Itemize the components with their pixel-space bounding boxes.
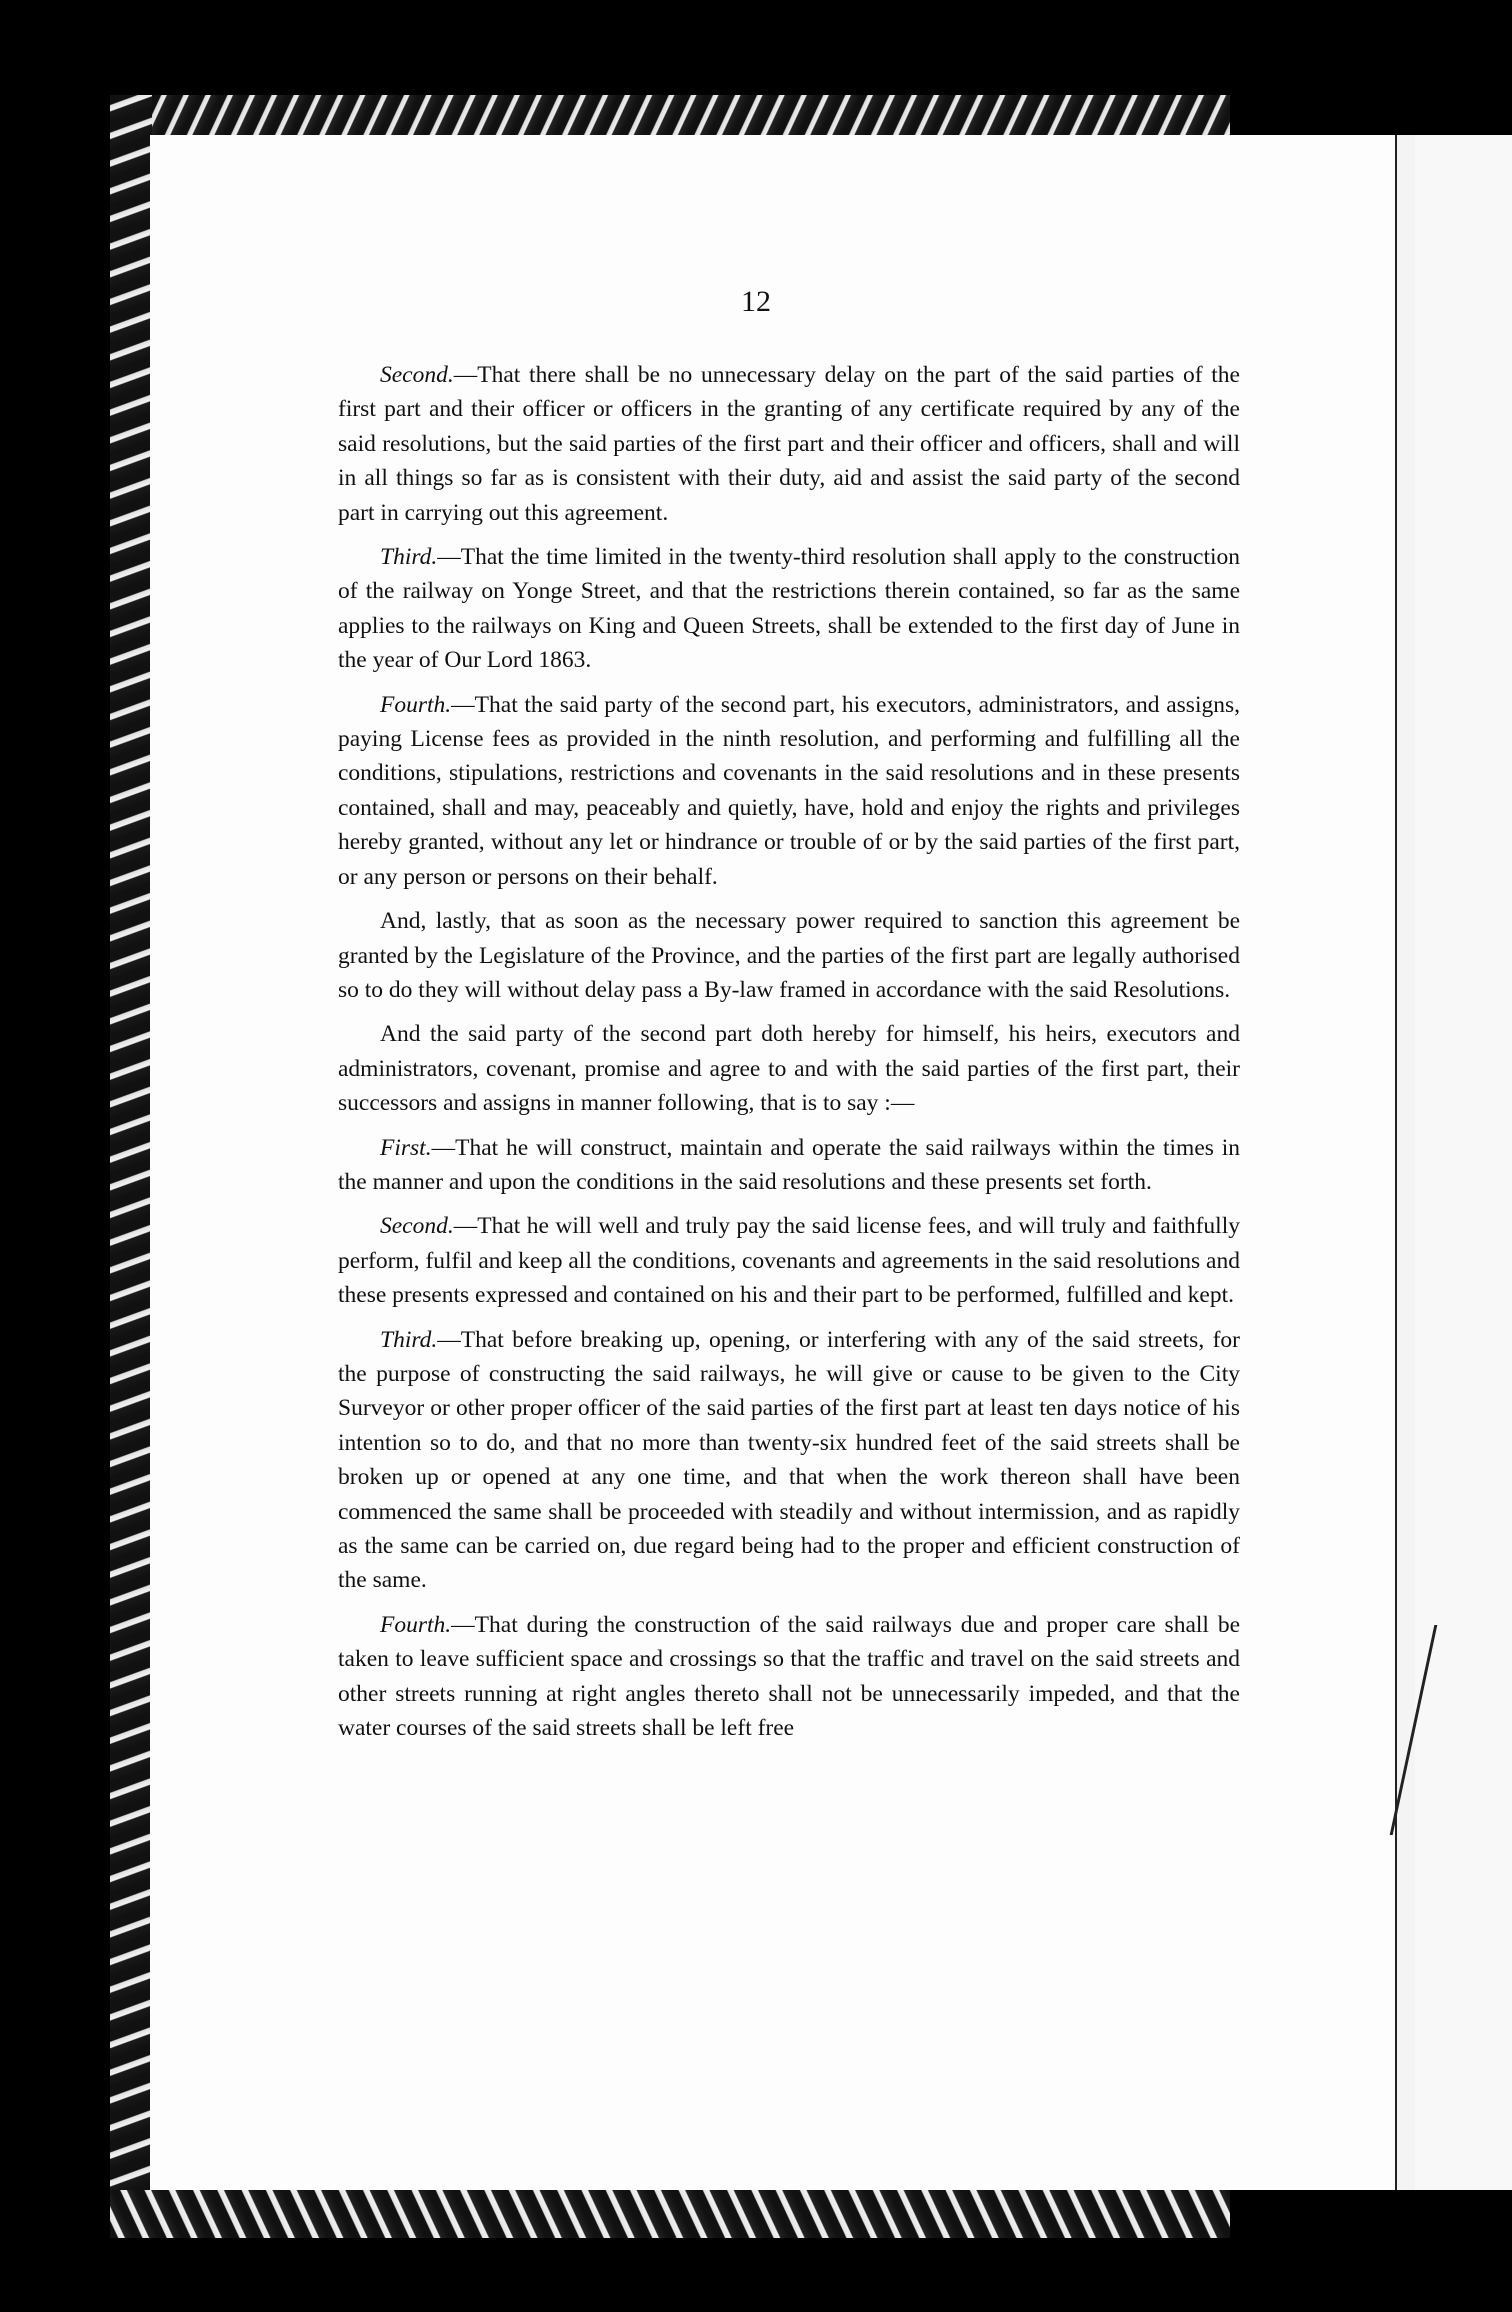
paragraph [338,1131,1240,1200]
paragraph-text: —That he will construct, maintain and operate the said railways within the times in the manner and upon the conditions in the said resolutions and these presents set forth. [338,1134,1240,1195]
clause-lead: Fourth. [380,691,452,718]
paragraph [338,1323,1240,1598]
paragraph-text: —That there shall be no unnecessary delay on the part of the said parties of the first part and their officer or officers in the granting of any certificate required by any of the said resolutions, but the said parties of the first part and their officer and officers, shall and will in all things so far as is consistent with their duty, aid and assist the said party of the second part in carrying out this agreement. [338,362,1240,526]
clause-lead: Second. [380,362,454,388]
paragraph-text: —That he will well and truly pay the said license fees, and will truly and faithfully perform, fulfil and keep all the conditions, covenants and agreements in the said resolutions and these presents expressed and contained on his and their part to be performed, fulfilled and kept. [338,1213,1240,1309]
facing-page-edge [1415,135,1512,2190]
paragraph [338,1608,1240,1746]
paragraph [338,358,1240,530]
paragraph-text: —That the said party of the second part, his executors, administrators, and assigns, paying License fees as provided in the ninth resolution, and performing and fulfilling all the conditions, stipulations, restrictions and covenants in the said resolutions and in these presents contained, shall and may, peaceably and quietly, have, hold and enjoy the rights and privileges hereby granted, without any let or hindrance or trouble of or by the said parties of the first part, or any person or persons on their behalf. [338,691,1240,890]
paragraph [338,904,1240,1007]
clause-lead: Third. [380,544,438,571]
clause-lead: Fourth. [380,1611,452,1638]
clause-lead: Second. [380,1213,454,1240]
paragraph-text: —That the time limited in the twenty-third resolution shall apply to the construction of the railway on Yonge Street, and that the restrictions therein contained, so far as the same applies to the railways on King and Queen Streets, shall be extended to the first day of June in the year of Our Lord 1863. [338,544,1240,674]
paragraph-text: —That before breaking up, opening, or interfering with any of the said streets, for the purpose of constructing the said railways, he will give or cause to be given to the City Surveyor or other proper officer of the said parties of the first part at least ten days notice of his intention so to do, and that no more than twenty-six hundred feet of the said streets shall be broken up or opened at any one time, and that when the work thereon shall have been commenced the same shall be proceeded with steadily and without intermission, and as rapidly as the same can be carried on, due regard being had to the proper and efficient construction of the same. [338,1326,1240,1594]
body-text [338,358,1240,1755]
paragraph-text: And, lastly, that as soon as the necessary power required to sanction this agreement be granted by the Legislature of the Province, and the parties of the first part are legally authorised so to do they will without delay pass a By-law framed in accordance with the said Resolutions. [338,908,1240,1003]
paragraph-text: And the said party of the second part doth hereby for himself, his heirs, executors and administrators, covenant, promise and agree to and with the said parties of the first part, their successors and assigns in manner following, that is to say :— [338,1021,1240,1117]
page-number: 12 [741,285,771,318]
marbled-border-top [110,95,1230,137]
page-edge [1395,135,1417,2190]
marbled-border-left [110,95,152,2238]
paragraph [338,1017,1240,1120]
paragraph [338,1209,1240,1312]
marbled-border-bottom [110,2190,1230,2238]
paragraph [338,540,1240,678]
clause-lead: First. [380,1134,432,1161]
paragraph-text: —That during the construction of the said railways due and proper care shall be taken to leave sufficient space and crossings so that the traffic and travel on the said streets and other streets running at right angles thereto shall not be unnecessarily impeded, and that the water courses of the said streets shall be left free [338,1611,1240,1742]
clause-lead: Third. [380,1326,438,1353]
paragraph [338,688,1240,894]
